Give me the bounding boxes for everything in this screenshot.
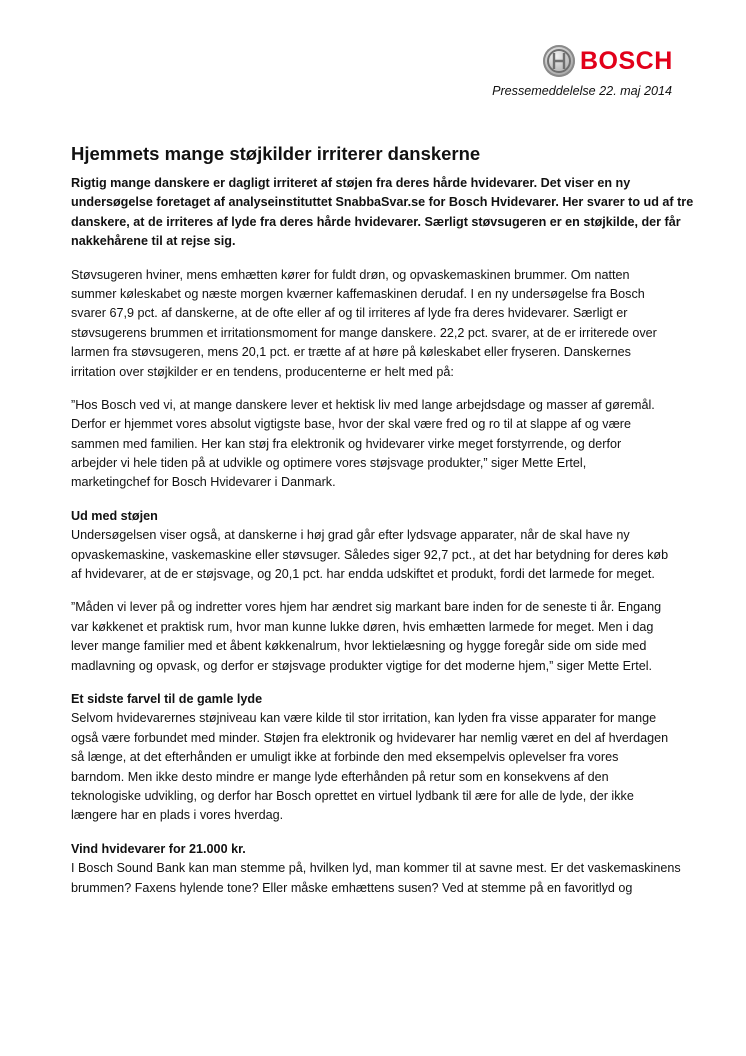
- text-line: længere har en plads i vores hverdag.: [71, 808, 284, 823]
- text-line: Støvsugeren hviner, mens emhætten kører for fuldt drøn, og opvaskemaskinen brummer. Om natten: [71, 267, 630, 282]
- lead-paragraph: [71, 174, 694, 252]
- section-heading: Vind hvidevarer for 21.000 kr.: [71, 841, 246, 856]
- brand-wordmark: BOSCH: [580, 47, 673, 75]
- text-line: ”Hos Bosch ved vi, at mange danskere lever et hektisk liv med lange arbejdsdage og masser af gøremål.: [71, 397, 655, 412]
- bosch-logo: [543, 45, 673, 77]
- text-line: madlavning og opvask, og derfor er støjsvage produkter vigtige for det moderne hjem,” siger Mette Ertel.: [71, 658, 652, 673]
- text-line: støvsugerens brummen et irritationsmoment for mange danskere. 22,2 pct. svarer, at de er irriterede over: [71, 325, 657, 340]
- text-line: Selvom hvidevarernes støjniveau kan være kilde til stor irritation, kan lyden fra visse apparater for mange: [71, 711, 657, 726]
- bosch-emblem-icon: [543, 45, 575, 77]
- text-line: Rigtig mange danskere er dagligt irriteret af støjen fra deres hårde hvidevarer. Det viser en ny: [71, 176, 631, 190]
- text-line: arbejder vi hele tiden på at udvikle og optimere vores støjsvage produkter,” siger Mette Ertel,: [71, 456, 587, 471]
- text-line: Undersøgelsen viser også, at danskerne i høj grad går efter lydsvage apparater, når de skal have ny: [71, 528, 630, 543]
- quote-paragraph: [71, 396, 691, 493]
- section-heading: Et sidste farvel til de gamle lyde: [71, 691, 263, 706]
- text-line: Derfor er hjemmet vores absolut vigtigste base, hvor der skal være fred og ro til at slappe af og være: [71, 417, 631, 432]
- text-line: irritation over støjkilder er en tendens, producenterne er helt med på:: [71, 364, 454, 379]
- text-line: nakkehårene til at rejse sig.: [71, 234, 236, 249]
- text-line: så længe, at det efterhånden er umuligt ikke at forbinde den med eksempelvis oplevelser fra vores: [71, 750, 619, 765]
- text-line: sammen med familien. Her kan støj fra elektronik og hvidevarer virke meget forstyrrende, og derfor: [71, 436, 622, 451]
- text-line: også være forbundet med minder. Støjen fra elektronik og hvidevarer har nemlig været en del af hverdagen: [71, 730, 669, 745]
- text-line: teknologiske udvikling, og derfor har Bosch oprettet en virtuel lydbank til ære for alle de lyde, der ikke: [71, 788, 634, 803]
- text-line: danskere, at de irriteres af lyde fra deres hårde hvidevarer. Særligt støvsugeren er en støjkilde, der får: [71, 214, 681, 229]
- text-line: svarer 67,9 pct. af danskerne, at de ofte eller af og til irriteres af lyde fra deres hvidevarer. Særligt er: [71, 306, 628, 321]
- section-ud-med-stoejen: [71, 507, 691, 585]
- page-title: Hjemmets mange støjkilder irriterer danskerne: [71, 143, 481, 164]
- text-line: larmen fra støvsugeren, mens 20,1 pct. er trætte af at høre på køleskabet eller fryseren. Danskernes: [71, 345, 631, 360]
- text-line: ”Måden vi lever på og indretter vores hjem har ændret sig markant bare inden for de seneste ti år. Engang: [71, 600, 662, 615]
- text-line: barndom. Men ikke desto mindre er mange lyde efterhånden på retur som en konsekvens af den: [71, 769, 609, 784]
- section-vind-hvidevarer: [71, 840, 691, 898]
- body-paragraph: [71, 266, 691, 382]
- text-line: lever mange familier med et åbent køkkenalrum, hvor lektielæsning og hygge foregår side om side med: [71, 639, 647, 654]
- section-sidste-farvel: [71, 690, 691, 826]
- text-line: opvaskemaskine, vaskemaskine eller støvsuger. Således siger 92,7 pct., at det har betydning for deres køb: [71, 547, 669, 562]
- press-release-date: Pressemeddelelse 22. maj 2014: [492, 84, 672, 98]
- text-line: summer køleskabet og næste morgen kværner kaffemaskinen derudaf. I en ny undersøgelse fra Bosch: [71, 286, 645, 301]
- text-line: I Bosch Sound Bank kan man stemme på, hvilken lyd, man kommer til at savne mest. Er det vaskemaskinens: [71, 861, 681, 876]
- section-heading: Ud med støjen: [71, 508, 158, 523]
- text-line: marketingchef for Bosch Hvidevarer i Danmark.: [71, 475, 336, 490]
- text-line: var køkkenet et praktisk rum, hvor man kunne lukke døren, hvis emhætten larmede for meget. Men i dag: [71, 619, 654, 634]
- text-line: undersøgelse foretaget af analyseinstituttet SnabbaSvar.se for Bosch Hvidevarer. Her svarer to ud af tre: [71, 195, 694, 210]
- document-body: [71, 174, 694, 912]
- text-line: af hvidevarer, at de er støjsvage, og 20,1 pct. har endda udskiftet et produkt, fordi det larmede for meget.: [71, 567, 655, 582]
- quote-paragraph: [71, 598, 691, 676]
- text-line: brummen? Faxens hylende tone? Eller måske emhættens susen? Ved at stemme på en favoritlyd og: [71, 880, 633, 895]
